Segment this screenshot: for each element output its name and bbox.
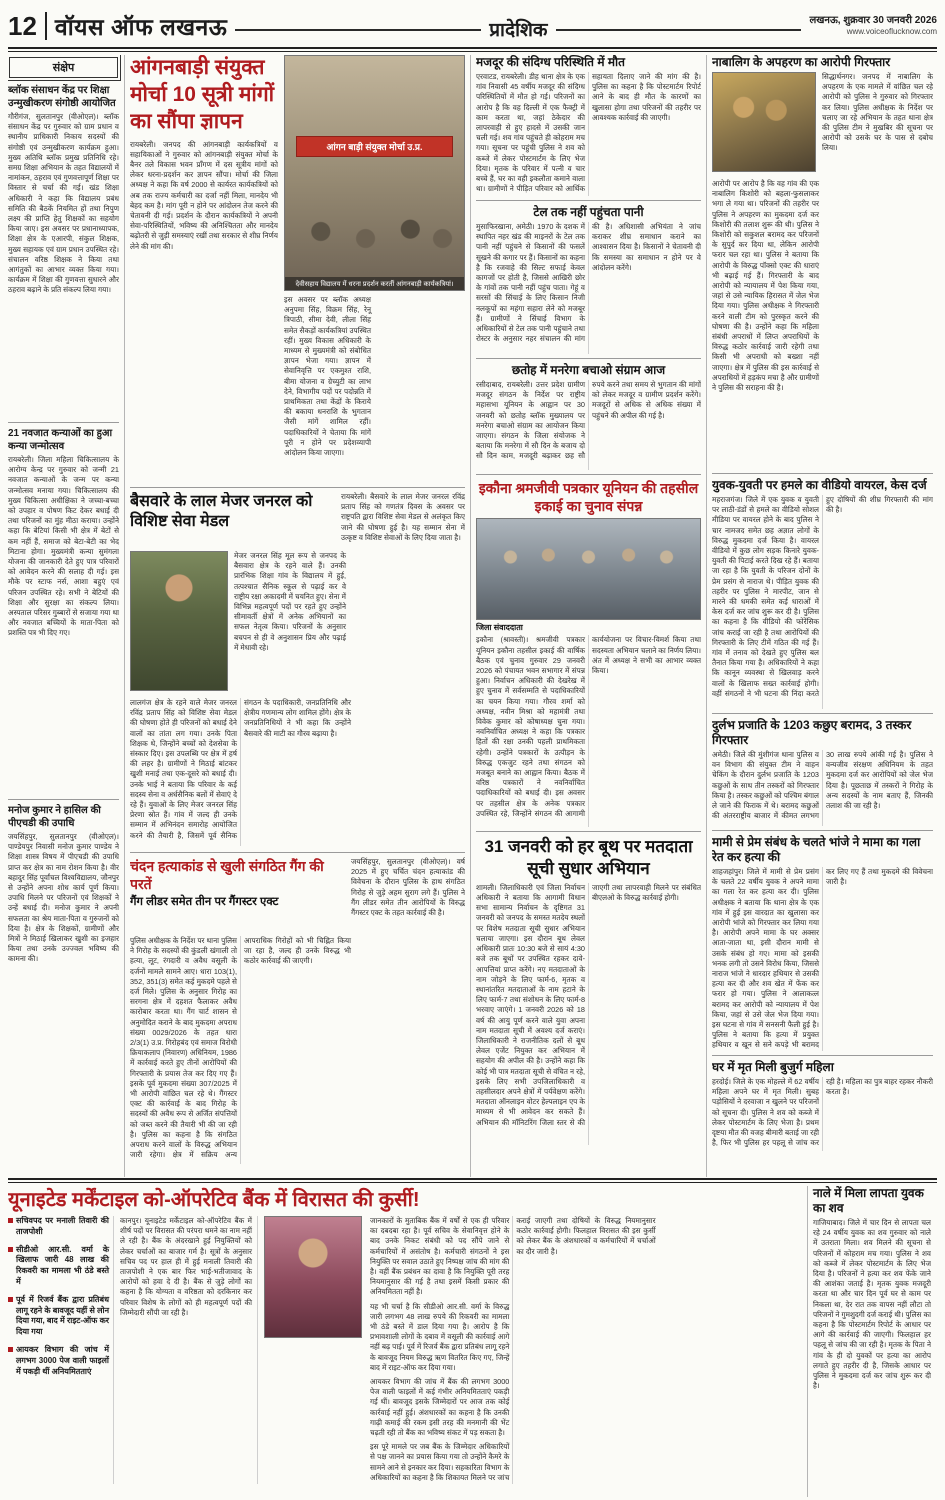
story-matdata-suchi	[476, 836, 701, 1145]
bank-bullet: सचिवपद पर मनाली तिवारी की ताजपोशी	[8, 1216, 109, 1238]
story-mami-hatya	[712, 835, 933, 1051]
story-bank-virasat	[8, 1186, 807, 1497]
main-grid	[8, 55, 937, 1177]
anganwadi-protest-photo	[284, 55, 465, 291]
story-major-general	[130, 492, 465, 848]
bank-bullet: आयकर विभाग की जांच में लगभग 3000 पेज वाली फाइलों में पकड़ी थीं अनियमितताएं	[8, 1345, 109, 1377]
bank-bullet: सीडीओ आर.सी. वर्मा के खिलाफ जारी 48 लाख की रिकवरी का मामला भी ठंडे बस्ते में	[8, 1245, 109, 1288]
anganwadi-body-left: रायबरेली। जनपद की आंगनबाड़ी कार्यकत्रियों व सहायिकाओं ने गुरुवार को आंगनबाड़ी संयुक्त मोर्चा के बैनर तले विकास भवन प्राँगण में दस सूत्रीय मांगों को लेकर धरना-प्रदर्शन कर ज्ञापन सौंपा। मोर्चा की जिला अध्यक्ष ने कहा कि वर्ष 2000 से कार्यरत कार्यकत्रियों को अब तक राज्य कर्मचारी का दर्जा नहीं मिला, मानदेय भी बेहद कम है। मांग पूरी न होने पर आंदोलन तेज करने की चेतावनी दी गई। प्रदर्शन के दौरान कार्यकत्रियों ने अपनी सेवा-परिस्थितियों, भविष्य की अनिश्चितता और मानदेय बढ़ोतरी से जुड़ी समस्याएं रखीं तथा सरकार से शीघ्र निर्णय लेने की मांग की।	[130, 139, 278, 251]
story-video-viral	[712, 478, 933, 709]
divider	[476, 358, 701, 359]
mami-headline: मामी से प्रेम संबंध के चलते भांजे ने मामा का गला रेत कर हत्या की	[712, 835, 921, 864]
story-kachhua-barabad	[712, 718, 933, 826]
story-nabalig-arrest	[712, 55, 933, 469]
bank-paragraph: इस पूरे मामले पर जब बैंक के जिम्मेदार अधिकारियों से पक्ष जानने का प्रयास किया गया तो उन्होंने कैमरे के सामने आने से इनकार कर दिया। सहकारिता विभाग के अधिकारियों का कहना है कि शिकायत मिलने पर जांच कराई जाएगी तथा दोषियों के विरुद्ध नियमानुसार कठोर कार्रवाई होगी। फिलहाल विरासत की इस कुर्सी को लेकर बैंक के अंशधारकों व कर्मचारियों में चर्चाओं का दौर जारी है।	[370, 1216, 656, 1482]
major-general-portrait-photo	[130, 551, 228, 691]
brief-body: जयसिंहपुर, सुलतानपुर (वीओएल)। पाण्डेयपुर निवासी मनोज कुमार पाण्डेय ने शिक्षा शास्त्र विषय में पीएचडी की उपाधि प्राप्त कर क्षेत्र का नाम रोशन किया है। वीर बहादुर सिंह पूर्वांचल विश्वविद्यालय, जौनपुर से उन्होंने अपना शोध कार्य पूर्ण किया। उपाधि मिलने पर परिजनों एवं शिक्षकों ने उन्हें बधाई दी। मनोज कुमार ने अपनी सफलता का श्रेय माता-पिता व गुरुजनों को दिया है। क्षेत्र के शिक्षकों, ग्रामीणों और मित्रों ने मिठाई खिलाकर खुशी का इजहार किया तथा उनके उज्ज्वल भविष्य की कामना की।	[8, 832, 119, 964]
ikauna-byline: जिला संवाददाता	[476, 623, 523, 633]
bank-paragraph: जानकारों के मुताबिक बैंक में वर्षों से एक ही परिवार का दबदबा रहा है। पूर्व सचिव के सेवानिवृत्त होने के बाद उनके निकट संबंधी को पद सौंपे जाने से कर्मचारियों में असंतोष है। कर्मचारी संगठनों ने इस नियुक्ति पर सवाल उठाते हुए निष्पक्ष जांच की मांग की है। वहीं बैंक प्रबंधन का दावा है कि नियुक्ति पूरी तरह नियमानुसार की गई है तथा इसमें किसी प्रकार की अनियमितता नहीं है।	[370, 1216, 510, 1297]
middle-column	[470, 55, 706, 1177]
brief-story-phd	[8, 804, 119, 1132]
website-url: www.voiceoflucknow.com	[846, 27, 937, 37]
anganwadi-left	[130, 55, 278, 483]
nabalig-body: आरोपी पर आरोप है कि वह गांव की एक नाबालिग किशोरी को बहला-फुसलाकर भगा ले गया था। परिजनों की तहरीर पर पुलिस ने अपहरण का मुकदमा दर्ज कर किशोरी की तलाश शुरू की थी। पुलिस ने किशोरी को सकुशल बरामद कर परिजनों के सुपुर्द कर दिया था, लेकिन आरोपी फरार चल रहा था। पुलिस ने बताया कि आरोपी के विरुद्ध पॉक्सो एक्ट की धाराएं भी बढ़ाई गई हैं। गिरफ्तारी के बाद आरोपी को न्यायालय में पेश किया गया, जहां से उसे न्यायिक हिरासत में जेल भेज दिया गया। पुलिस अधीक्षक ने गिरफ्तारी करने वाली टीम को पुरस्कृत करने की घोषणा की है। उन्होंने कहा कि महिला संबंधी अपराधों में लिप्त अपराधियों के विरुद्ध कठोर कार्रवाई जारी रहेगी तथा किसी भी अपराधी को बख्शा नहीं जाएगा। क्षेत्र में पुलिस की इस कार्रवाई से अपराधियों में हड़कंप मचा है और ग्रामीणों ने पुलिस की सराहना की है।	[712, 179, 819, 393]
major-general-headline: बैसवारे के लाल मेजर जनरल को विशिष्ट सेवा मेडल	[130, 493, 313, 530]
lead-column	[124, 55, 470, 1177]
masthead-right	[809, 15, 937, 38]
story-chandan-gangster	[130, 857, 465, 1169]
story-majdoor-maut	[476, 55, 701, 196]
paper-title: वॉयस ऑफ लखनऊ	[54, 14, 228, 40]
ikauna-body: इकौना (श्रावस्ती)। श्रमजीवी पत्रकार यूनियन इकौना तहसील इकाई की वार्षिक बैठक एवं चुनाव गुरुवार 29 जनवरी 2026 को पंचायत भवन सभागार में संपन्न हुआ। निर्वाचन अधिकारी की देखरेख में हुए चुनाव में सर्वसम्मति से पदाधिकारियों का चयन किया गया। गौरव शर्मा को अध्यक्ष, नवीन मिश्रा को महामंत्री तथा विवेक कुमार को कोषाध्यक्ष चुना गया। नवनिर्वाचित अध्यक्ष ने कहा कि पत्रकार हितों की रक्षा उनकी पहली प्राथमिकता रहेगी। उन्होंने पत्रकारों के उत्पीड़न के विरुद्ध एकजुट रहने तथा संगठन को मजबूत बनाने का आह्वान किया। बैठक में वरिष्ठ पत्रकारों ने नवनिर्वाचित पदाधिकारियों को बधाई दी। इस अवसर पर तहसील क्षेत्र के अनेक पत्रकार उपस्थित रहे, जिन्होंने संगठन की आगामी कार्ययोजना पर विचार-विमर्श किया तथा सदस्यता अभियान चलाने का निर्णय लिया। अंत में अध्यक्ष ने सभी का आभार व्यक्त किया।	[476, 635, 701, 818]
brief-body: रायबरेली। जिला महिला चिकित्सालय के आरोग्य केन्द्र पर गुरुवार को जन्मी 21 नवजात कन्याओं के जन्म पर कन्या जन्मोत्सव मनाया गया। चिकित्सालय की मुख्य चिकित्सा अधीक्षिका ने जच्चा-बच्चा को उपहार व पोषण किट देकर बधाई दी तथा परिजनों का मुंह मीठा कराया। उन्होंने कहा कि बेटियां किसी भी क्षेत्र में बेटों से कम नहीं हैं, समाज को बेटा-बेटी का भेद मिटाना होगा। मुख्यमंत्री कन्या सुमंगला योजना की जानकारी देते हुए पात्र परिवारों को आवेदन करने की सलाह दी गई। इस मौके पर स्टाफ नर्स, आशा बहुएं एवं परिजन उपस्थित रहे। सभी ने बेटियों की शिक्षा और सुरक्षा का संकल्प लिया। अस्पताल परिसर गुब्बारों से सजाया गया था और नवजात बच्चियों के माता-पिता को प्रशस्ति पत्र भी दिए गए।	[8, 455, 119, 638]
chhatoh-headline: छतोह में मनरेगा बचाओ संग्राम आज	[511, 363, 666, 377]
major-general-body-rest: लालगंज क्षेत्र के रहने वाले मेजर जनरल रविंद्र प्रताप सिंह को विशिष्ट सेवा मेडल की घोषणा होते ही परिजनों को बधाई देने वालों का तांता लग गया। उनके पिता शिक्षक थे, जिन्होंने बच्चों को देशसेवा के संस्कार दिए। इस उपलब्धि पर क्षेत्र में हर्ष की लहर है। ग्रामीणों ने मिठाई बांटकर खुशी मनाई तथा एक-दूसरे को बधाई दी। उनके भाई ने बताया कि परिवार के कई सदस्य सेना व अर्धसैनिक बलों में सेवाएं दे रहे हैं। युवाओं के लिए मेजर जनरल सिंह प्रेरणा स्रोत हैं। गांव में जल्द ही उनके सम्मान में अभिनंदन समारोह आयोजित करने की तैयारी है, जिसमें पूर्व सैनिक संगठन के पदाधिकारी, जनप्रतिनिधि और क्षेत्रीय गणमान्य लोग शामिल होंगे। क्षेत्र के जनप्रतिनिधियों ने भी कहा कि उन्होंने बैसवारे की माटी का गौरव बढ़ाया है।	[130, 698, 351, 840]
story-ikauna-union	[476, 479, 701, 827]
bank-bullet: पूर्व में रिजर्व बैंक द्वारा प्रतिबंध लागू रहने के बावजूद यहीं से लोन दिया गया, बाद में राइट-ऑफ कर दिया गया	[8, 1295, 109, 1338]
kachhua-body: अमेठी। जिले की मुंशीगंज थाना पुलिस व वन विभाग की संयुक्त टीम ने वाहन चेकिंग के दौरान दुर्लभ प्रजाति के 1203 कछुओं के साथ तीन तस्करों को गिरफ्तार किया है। तस्कर कछुओं को पश्चिम बंगाल ले जाने की फिराक में थे। बरामद कछुओं की अंतरराष्ट्रीय बाजार में कीमत लगभग 30 लाख रुपये आंकी गई है। पुलिस ने वन्यजीव संरक्षण अधिनियम के तहत मुकदमा दर्ज कर आरोपियों को जेल भेज दिया है। पूछताछ में तस्करों ने गिरोह के अन्य सदस्यों के नाम बताए हैं, जिनकी तलाश की जा रही है।	[712, 750, 933, 821]
nabalig-side-text: सिद्धार्थनगर। जनपद में नाबालिग के अपहरण के एक मामले में वांछित चल रहे आरोपी को पुलिस ने गुरुवार को गिरफ्तार कर लिया। पुलिस अधीक्षक के निर्देश पर चलाए जा रहे अभियान के तहत थाना क्षेत्र की पुलिस टीम ने मुखबिर की सूचना पर आरोपी को उसके घर के पास से दबोच लिया।	[822, 72, 933, 153]
chhatoh-body: रसीदाबाद, रायबरेली। उत्तर प्रदेश ग्रामीण मजदूर संगठन के निर्देश पर राष्ट्रीय महासभा यूनियन के आह्वान पर 30 जनवरी को छतोह ब्लॉक मुख्यालय पर मनरेगा बचाओ संग्राम का आयोजन किया जाएगा। संगठन के जिला संयोजक ने बताया कि मनरेगा में सौ दिन के बजाय दो सौ दिन काम, मजदूरी बढ़ाकर छह सौ रुपये करने तथा समय से भुगतान की मांगों को लेकर मजदूर व ग्रामीण प्रदर्शन करेंगे। मजदूरों से अधिक से अधिक संख्या में पहुंचने की अपील की गई है।	[476, 380, 701, 461]
chandan-body: पुलिस अधीक्षक के निर्देश पर थाना पुलिस ने गिरोह के सदस्यों की कुंडली खंगाली तो हत्या, लूट, रंगदारी व अवैध वसूली के दर्जनों मामले सामने आए। धारा 103(1), 352, 351(3) समेत कई मुकदमे पहले से दर्ज मिले। पुलिस के अनुसार गिरोह का सरगना क्षेत्र में दहशत फैलाकर अवैध कारोबार करता था। गैंग चार्ट शासन से अनुमोदित कराने के बाद मुकदमा अपराध संख्या 0029/2026 के तहत धारा 2/3(1) उ.प्र. गिरोहबंद एवं समाज विरोधी क्रियाकलाप (निवारण) अधिनियम, 1986 में कार्रवाई करते हुए तीनों आरोपियों की गिरफ्तारी के प्रयास तेज कर दिए गए हैं। इसके पूर्व मुकदमा संख्या 307/2025 में भी आरोपी वांछित चल रहे थे। गैंगस्टर एक्ट की कार्रवाई के बाद गिरोह के सदस्यों की अवैध रूप से अर्जित संपत्तियों को जब्त करने की तैयारी भी की जा रही है। पुलिस का कहना है कि संगठित अपराध करने वालों के विरुद्ध अभियान जारी रहेगा। क्षेत्र में सक्रिय अन्य आपराधिक गिरोहों को भी चिह्नित किया जा रहा है, जल्द ही उनके विरुद्ध भी कठोर कार्रवाई की जाएगी।	[130, 936, 351, 1160]
chandan-headline-block	[130, 857, 345, 933]
divider	[476, 831, 701, 832]
briefs-column	[8, 55, 124, 1177]
nabalig-arrest-photo	[712, 72, 816, 172]
story-nala-shav	[807, 1186, 931, 1497]
masthead-rule	[8, 47, 937, 52]
chandan-subhead: गैंग लीडर समेत तीन पर गैंगस्टर एक्ट	[130, 896, 279, 909]
chandan-headline: चंदन हत्याकांड से खुली संगठित गैंग की परतें	[130, 858, 324, 893]
section-rule-right	[556, 29, 802, 31]
masthead	[8, 6, 937, 46]
bank-headline: यूनाइटेड मर्केंटाइल को-ऑपरेटिव बैंक में विरासत की कुर्सी!	[8, 1189, 420, 1211]
bujurg-body: हरदोई। जिले के एक मोहल्ले में 62 वर्षीय महिला अपने घर में मृत मिली। सुबह पड़ोसियों ने दरवाजा न खुलने पर परिजनों को सूचना दी। पुलिस ने शव को कब्जे में लेकर पोस्टमार्टम के लिए भेजा है। प्रथम दृष्टया मौत की वजह बीमारी बताई जा रही है, फिर भी पुलिस हर पहलू से जांच कर रही है। महिला का पुत्र बाहर रहकर नौकरी करता है।	[712, 1077, 933, 1148]
story-chhatoh-manrega	[476, 363, 701, 470]
bottom-band	[8, 1186, 937, 1497]
edition-dateline: लखनऊ, शुक्रवार 30 जनवरी 2026	[809, 14, 937, 26]
majdoor-body: एरवाटड, रायबरेली। डीह थाना क्षेत्र के एक गांव निवासी 45 वर्षीय मजदूर की संदिग्ध परिस्थितियों में मौत हो गई। परिजनों का आरोप है कि वह दिल्ली में एक फैक्ट्री में काम करता था, जहां ठेकेदार की लापरवाही से हुए हादसे में उसकी जान चली गई। शव गांव पहुंचते ही कोहराम मच गया। सूचना पर पहुंची पुलिस ने शव को कब्जे में लेकर पोस्टमार्टम के लिए भेज दिया। मृतक के परिवार में पत्नी व चार बच्चे हैं, घर का वही इकलौता कमाने वाला था। ग्रामीणों ने पीड़ित परिवार को आर्थिक सहायता दिलाए जाने की मांग की है। पुलिस का कहना है कि पोस्टमार्टम रिपोर्ट आने के बाद ही मौत के कारणों का खुलासा होगा तथा परिजनों की तहरीर पर आवश्यक कार्रवाई की जाएगी।	[476, 72, 701, 194]
nabalig-headline: नाबालिग के अपहरण का आरोपी गिरफ्तार	[712, 55, 891, 69]
divider	[712, 713, 933, 714]
story-anganwadi	[130, 55, 465, 483]
divider	[476, 474, 701, 475]
brief-story-seminar	[8, 84, 119, 418]
brief-headline: 21 नवजात कन्याओं का हुआ कन्या जन्मोत्सव	[8, 428, 113, 452]
matdata-body: शामली। जिलाधिकारी एवं जिला निर्वाचन अधिकारी ने बताया कि आगामी विधान सभा सामान्य निर्वाचन के दृष्टिगत 31 जनवरी को जनपद के समस्त मतदेय स्थलों पर विशेष मतदाता सूची सुधार अभियान चलाया जाएगा। इस दौरान बूथ लेवल अधिकारी प्रातः 10:30 बजे से सायं 4:30 बजे तक बूथों पर उपस्थित रहकर दावे-आपत्तियां प्राप्त करेंगे। नए मतदाताओं के नाम जोड़ने के लिए फार्म-6, मृतक व स्थानांतरित मतदाताओं के नाम हटाने के लिए फार्म-7 तथा संशोधन के लिए फार्म-8 भरवाए जाएंगे। 1 जनवरी 2026 को 18 वर्ष की आयु पूर्ण करने वाले युवा अपना नाम मतदाता सूची में अवश्य दर्ज कराएं। जिलाधिकारी ने राजनीतिक दलों से बूथ लेवल एजेंट नियुक्त कर अभियान में सहयोग की अपील की है। उन्होंने कहा कि कोई भी पात्र मतदाता सूची से वंचित न रहे, इसके लिए सभी उपजिलाधिकारी व तहसीलदार अपने क्षेत्रों में पर्यवेक्षण करेंगे। मतदाता ऑनलाइन वोटर हेल्पलाइन एप के माध्यम से भी आवेदन कर सकते हैं। अभियान की मॉनिटरिंग जिला स्तर से की जाएगी तथा लापरवाही मिलने पर संबंधित बीएलओ के विरुद्ध कार्रवाई होगी।	[476, 882, 701, 1127]
divider	[712, 830, 933, 831]
section-title: प्रादेशिक	[489, 20, 548, 41]
tail-pani-headline: टेल तक नहीं पहुंचता पानी	[533, 205, 644, 219]
masthead-divider	[45, 12, 47, 40]
protest-banner-text: आंगन बाड़ी संयुक्त मोर्चा उ.प्र.	[296, 136, 454, 157]
brief-story-kanya-janmotsav	[8, 427, 119, 795]
matdata-headline: 31 जनवरी को हर बूथ पर मतदाता सूची सुधार अभियान	[484, 837, 693, 878]
mami-body: शाहजहांपुर। जिले में मामी से प्रेम प्रसंग के चलते 22 वर्षीय युवक ने अपने मामा का गला रेत कर हत्या कर दी। पुलिस अधीक्षक ने बताया कि थाना क्षेत्र के एक गांव में हुई इस वारदात का खुलासा कर आरोपी भांजे को गिरफ्तार कर लिया गया है। आरोपी अपने मामा के घर अक्सर आता-जाता था, इसी दौरान मामी से उसके संबंध हो गए। मामा को इसकी भनक लगी तो उसने विरोध किया, जिससे नाराज भांजे ने धारदार हथियार से उसकी हत्या कर दी और शव खेत में फेंक कर फरार हो गया। पुलिस ने आलाकत्ल बरामद कर आरोपी को न्यायालय में पेश किया, जहां से उसे जेल भेज दिया गया। इस घटना से गांव में सनसनी फैली हुई है। पुलिस ने बताया कि हत्या में प्रयुक्त हथियार व खून से सने कपड़े भी बरामद कर लिए गए हैं तथा मुकदमे की विवेचना जारी है।	[712, 867, 933, 1050]
major-general-body-mid: मेजर जनरल सिंह मूल रूप से जनपद के बैसवारा क्षेत्र के रहने वाले हैं। उनकी प्रारंभिक शिक्षा गांव के विद्यालय में हुई, तत्पश्चात सैनिक स्कूल से पढ़ाई कर वे राष्ट्रीय रक्षा अकादमी में चयनित हुए। सेना में विभिन्न महत्वपूर्ण पदों पर रहते हुए उन्होंने सीमावर्ती क्षेत्रों में अनेक अभियानों का सफल नेतृत्व किया। परिजनों के अनुसार बचपन से ही वे अनुशासन प्रिय और पढ़ाई में मेधावी रहे।	[234, 551, 346, 652]
video-viral-body: महराजगंज। जिले में एक युवक व युवती पर लाठी-डंडों से हमले का वीडियो सोशल मीडिया पर वायरल होने के बाद पुलिस ने चार नामजद समेत छह अज्ञात लोगों के विरुद्ध मुकदमा दर्ज किया है। वायरल वीडियो में कुछ लोग सड़क किनारे युवक-युवती की पिटाई करते दिख रहे हैं। बताया जा रहा है कि युवती के परिजन दोनों के प्रेम प्रसंग से नाराज थे। पीड़ित युवक की तहरीर पर पुलिस ने मारपीट, जान से मारने की धमकी समेत कई धाराओं में केस दर्ज कर जांच शुरू कर दी है। पुलिस का कहना है कि वीडियो की फोरेंसिक जांच कराई जा रही है तथा आरोपियों की गिरफ्तारी के लिए टीमें गठित की गई हैं। गांव में तनाव को देखते हुए पुलिस बल तैनात किया गया है। अधिकारियों ने कहा कि कानून व्यवस्था से खिलवाड़ करने वालों के खिलाफ सख्त कार्रवाई होगी। वहीं संगठनों ने भी घटना की निंदा करते हुए दोषियों की शीघ्र गिरफ्तारी की मांग की है।	[712, 495, 933, 698]
anganwadi-headline: आंगनबाड़ी संयुक्त मोर्चा 10 सूत्री मांगों का सौंपा ज्ञापन	[130, 56, 275, 133]
anganwadi-photo-caption: देवीसहाय विद्यालय में धरना प्रदर्शन करतीं आंगनबाड़ी कार्यकत्रियां।	[285, 277, 464, 290]
video-viral-headline: युवक-युवती पर हमले का वीडियो वायरल, केस दर्ज	[712, 478, 927, 492]
story-bujurg-mahila	[712, 1060, 933, 1151]
bank-photo-column	[264, 1216, 364, 1484]
divider	[476, 200, 701, 201]
divider	[712, 1055, 933, 1056]
page-number: 12	[8, 10, 37, 41]
brief-headline: मनोज कुमार ने हासिल की पीएचडी की उपाधि	[8, 805, 101, 829]
anganwadi-body-bottom: इस अवसर पर ब्लॉक अध्यक्ष अनुपमा सिंह, विक्रम सिंह, रेनू त्रिपाठी, सीमा देवी, लीला सिंह समेत सैकड़ों कार्यकत्रियां उपस्थित रहीं। मुख्य विकास अधिकारी के माध्यम से मुख्यमंत्री को संबोधित ज्ञापन भेजा गया। ज्ञापन में सेवानिवृत्ति पर एकमुश्त राशि, बीमा योजना व ग्रेच्युटी का लाभ देने, विभागीय पदों पर पदोन्नति में प्राथमिकता तथा केंद्रों के किराये की बकाया धनराशि के भुगतान जैसी मांगें शामिल रहीं। पदाधिकारियों ने चेताया कि मांगें पूरी न होने पर प्रदेशव्यापी आंदोलन किया जाएगा।	[284, 295, 371, 458]
divider	[8, 422, 119, 423]
bank-body-columns	[370, 1216, 802, 1484]
major-general-intro: रायबरेली। बैसवारे के लाल मेजर जनरल रविंद्र प्रताप सिंह को गणतंत्र दिवस के अवसर पर राष्ट्रपति द्वारा विशिष्ट सेवा मेडल से अलंकृत किए जाने की घोषणा हुई है। यह सम्मान सेना में उत्कृष्ट व विशिष्ट सेवाओं के लिए दिया जाता है।	[341, 492, 465, 542]
bank-paragraph: यह भी चर्चा है कि सीडीओ आर.सी. वर्मा के विरुद्ध जारी लगभग 48 लाख रुपये की रिकवरी का मामला भी ठंडे बस्ते में डाल दिया गया है। आरोप है कि प्रभावशाली लोगों के दबाव में वसूली की कार्रवाई आगे नहीं बढ़ पाई। पूर्व में रिजर्व बैंक द्वारा प्रतिबंध लागू रहने के बावजूद नियम विरुद्ध ऋण वितरित किए गए, जिन्हें बाद में राइट-ऑफ कर दिया गया।	[370, 1301, 510, 1372]
bank-official-portrait-photo	[264, 1216, 362, 1338]
chandan-intro: जयसिंहपुर, सुलतानपुर (वीओएल)। वर्ष 2025 में हुए चर्चित चंदन हत्याकांड की विवेचना के दौरान पुलिस के हाथ संगठित गिरोह से जुड़े अहम सुराग लगे हैं। पुलिस ने गैंग लीडर समेत तीन आरोपियों के विरुद्ध गैंगस्टर एक्ट के तहत कार्रवाई की है।	[351, 857, 465, 918]
section-rule-left	[235, 29, 481, 31]
tail-pani-body: मुसाफिरखाना, अमेठी। 1970 के दशक में स्थापित नहर खंड की माइनरों के टेल तक पानी नहीं पहुंचने से किसानों की फसलें सूखने की कगार पर हैं। किसानों का कहना है कि रजवाहे की सिल्ट सफाई केवल कागजों पर होती है, जिससे आखिरी छोर के गांवों तक पानी नहीं पहुंच पाता। गेहूं व सरसों की सिंचाई के लिए किसान निजी नलकूपों का महंगा सहारा लेने को मजबूर हैं। ग्रामीणों ने सिंचाई विभाग के अधिकारियों से टेल तक पानी पहुंचाने तथा रोस्टर के अनुसार नहर संचालन की मांग की है। अधिशासी अभियंता ने जांच कराकर शीघ्र समाधान कराने का आश्वासन दिया है। किसानों ने चेतावनी दी कि समस्या का समाधान न होने पर वे आंदोलन करेंगे।	[476, 222, 701, 344]
nala-headline: नाले में मिला लापता युवक का शव	[813, 1186, 924, 1215]
majdoor-headline: मजदूर की संदिग्ध परिस्थिति में मौत	[476, 55, 625, 69]
divider	[712, 473, 933, 474]
divider	[130, 852, 465, 853]
kachhua-headline: दुर्लभ प्रजाति के 1203 कछुए बरामद, 3 तस्कर गिरफ्तार	[712, 718, 912, 747]
bank-bullet-list	[8, 1216, 114, 1484]
brief-headline: ब्लॉक संसाधन केंद्र पर शिक्षा उन्मुखीकरण संगोष्ठी आयोजित	[8, 85, 116, 109]
briefs-header: संक्षेप	[9, 57, 118, 78]
anganwadi-right	[284, 55, 465, 483]
ikauna-group-photo	[476, 518, 701, 620]
bank-paragraph: आयकर विभाग की जांच में बैंक की लगभग 3000 पेज वाली फाइलों में कई गंभीर अनियमितताएं पकड़ी गई थीं। बावजूद इसके जिम्मेदारों पर आज तक कोई कार्रवाई नहीं हुई। अंशधारकों का कहना है कि उनकी गाढ़ी कमाई की रकम इसी तरह की मनमानी की भेंट चढ़ती रही तो बैंक का भविष्य संकट में पड़ सकता है।	[370, 1377, 510, 1438]
right-column	[706, 55, 933, 1177]
story-tail-pani	[476, 205, 701, 354]
bottom-band-rule	[8, 1178, 937, 1183]
bank-content	[8, 1216, 802, 1484]
nala-body: गाजियाबाद। जिले में चार दिन से लापता चल रहे 24 वर्षीय युवक का शव गुरुवार को नाले में उतराता मिला। शव मिलने की सूचना से परिजनों में कोहराम मच गया। पुलिस ने शव को कब्जे में लेकर पोस्टमार्टम के लिए भेज दिया है। परिजनों ने हत्या कर शव फेंके जाने की आशंका जताई है। मृतक युवक मजदूरी करता था और चार दिन पूर्व घर से काम पर निकला था, देर रात तक वापस नहीं लौटा तो परिजनों ने गुमशुदगी दर्ज कराई थी। पुलिस का कहना है कि पोस्टमार्टम रिपोर्ट के आधार पर आगे की कार्रवाई की जाएगी। फिलहाल हर पहलू से जांच की जा रही है। मृतक के पिता ने गांव के ही दो युवकों पर हत्या का आरोप लगाते हुए तहरीर दी है, जिसके आधार पर पुलिस ने मुकदमा दर्ज कर जांच शुरू कर दी है।	[813, 1218, 931, 1391]
brief-body: गौरीगंज, सुलतानपुर (वीओएल)। ब्लॉक संसाधन केंद्र पर गुरुवार को ग्राम प्रधान व स्थानीय प्राधिकारी निकाय सदस्यों की संगोष्ठी एवं उन्मुखीकरण कार्यक्रम हुआ। मुख्य अतिथि ब्लॉक प्रमुख प्रतिनिधि रहे। समग्र शिक्षा अभियान के तहत विद्यालयों में नामांकन, ठहराव एवं गुणवत्तापूर्ण शिक्षा पर विस्तार से चर्चा की गई। खंड शिक्षा अधिकारी ने कहा कि विद्यालय प्रबंध समिति की बैठकें नियमित हों तथा निपुण लक्ष्य की प्राप्ति हेतु शिक्षकों का सहयोग किया जाए। इस अवसर पर प्रधानाध्यापक, शिक्षा क्षेत्र के एआरपी, संकुल शिक्षक, मुख्य सहायक एवं ग्राम प्रधान उपस्थित रहे। संचालन वरिष्ठ शिक्षक ने किया तथा आगंतुकों का आभार व्यक्त किया गया। कार्यक्रम में शिक्षा की गुणवत्ता सुधारने और ठहराव बढ़ाने के प्रति संकल्प लिया गया।	[8, 112, 119, 295]
bank-lead-paragraph: कानपुर। यूनाइटेड मर्केंटाइल को-ऑपरेटिव बैंक में शीर्ष पदों पर विरासत की परंपरा थमने का नाम नहीं ले रही है। बैंक के अंदरखाने हुई नियुक्तियों को लेकर चर्चाओं का बाजार गर्म है। सूत्रों के अनुसार सचिव पद पर हाल ही में हुई मनाली तिवारी की ताजपोशी ने एक बार फिर भाई-भतीजावाद के आरोपों को हवा दे दी है। बैंक से जुड़े लोगों का कहना है कि योग्यता व वरिष्ठता को दरकिनार कर परिवार विशेष के लोगों को ही महत्वपूर्ण पदों की जिम्मेदारी सौंपी जा रही है।	[120, 1216, 258, 1484]
bujurg-headline: घर में मृत मिली बुजुर्ग महिला	[712, 1060, 834, 1074]
ikauna-headline: इकौना श्रमजीवी पत्रकार यूनियन की तहसील इकाई का चुनाव संपन्न	[478, 480, 699, 515]
divider	[130, 487, 465, 488]
divider	[8, 799, 119, 800]
